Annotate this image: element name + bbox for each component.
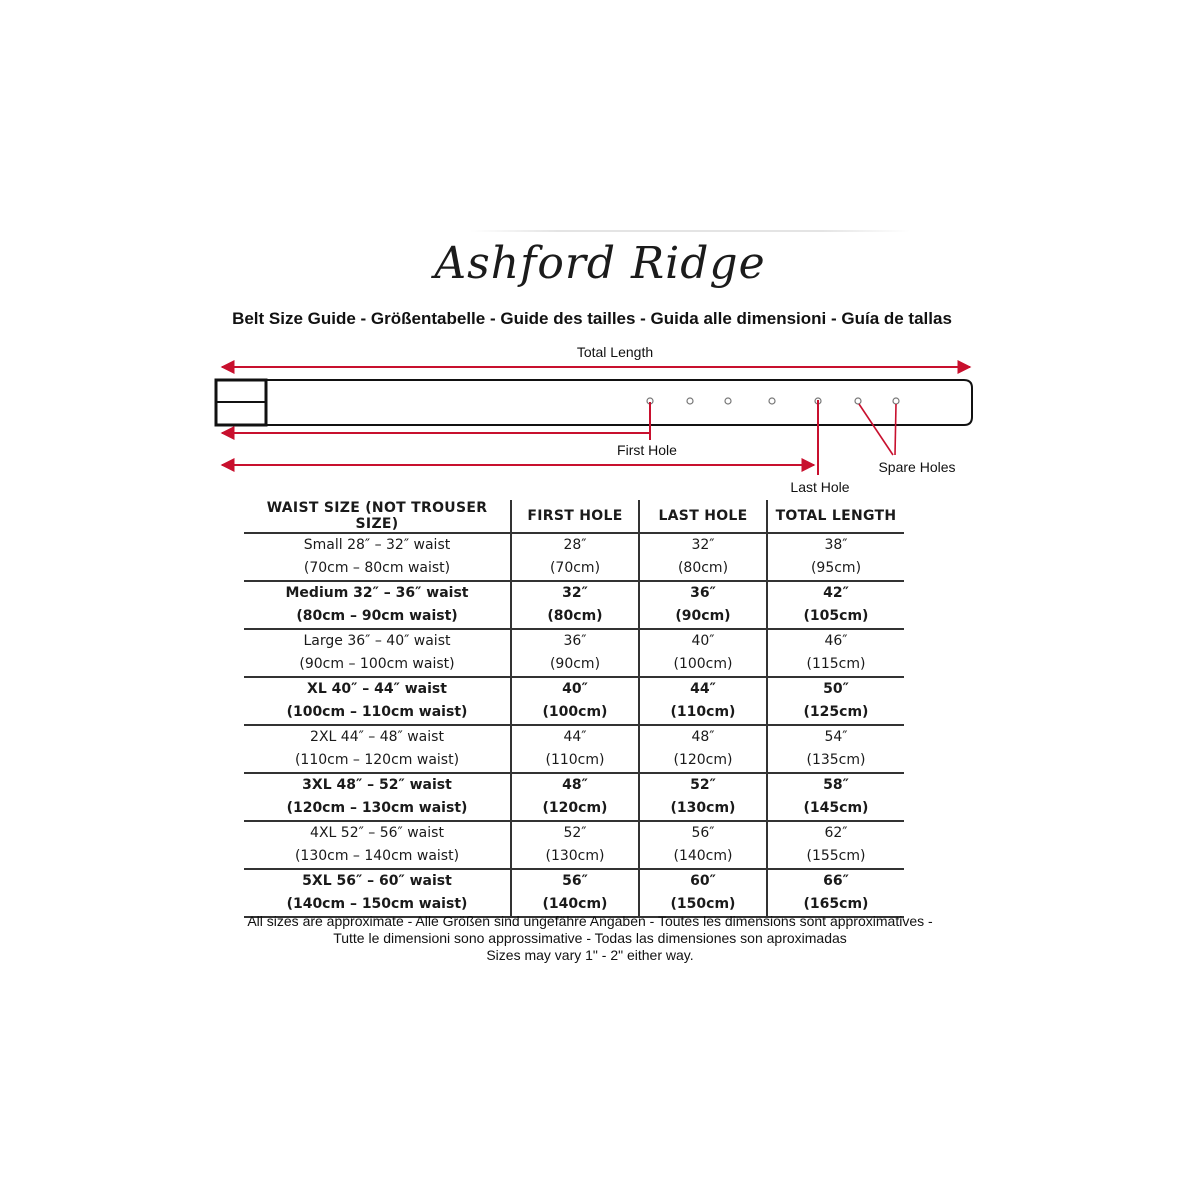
header-last-hole: LAST HOLE (639, 500, 767, 533)
table-row (244, 581, 904, 629)
table-row (244, 869, 904, 917)
first-hole-cell (511, 581, 639, 629)
total-length-cell (767, 581, 904, 629)
total-length-cm: (125cm) (803, 704, 869, 720)
waist-size-inches: 5XL 56″ – 60″ waist (302, 873, 452, 889)
last-hole-inches: 40″ (691, 633, 715, 649)
first-hole-inches: 52″ (563, 825, 587, 841)
last-hole-cm: (80cm) (677, 560, 729, 576)
spare-holes-label: Spare Holes (878, 459, 956, 475)
waist-size-cm: (130cm – 140cm waist) (294, 848, 460, 864)
footnote-line: Sizes may vary 1" - 2" either way. (486, 947, 694, 963)
last-hole-cell (639, 821, 767, 869)
waist-size-cell (244, 581, 511, 629)
header-total-length: TOTAL LENGTH (767, 500, 904, 533)
last-hole-cm: (100cm) (673, 656, 733, 672)
total-length-cm: (135cm) (806, 752, 866, 768)
last-hole-inches: 36″ (690, 585, 716, 601)
waist-size-cell (244, 725, 511, 773)
last-hole-cm: (130cm) (670, 800, 736, 816)
last-hole-cell (639, 533, 767, 581)
first-hole-cm: (90cm) (549, 656, 601, 672)
last-hole-cm: (140cm) (673, 848, 733, 864)
footnote-line: All sizes are approximate - Alle Größen sind ungefähre Angaben - Toutes les dimensions sont approximatives - (247, 913, 933, 929)
brand-logo: Ashford Ridge (434, 238, 766, 289)
first-hole-inches: 32″ (562, 585, 588, 601)
first-hole-inches: 44″ (563, 729, 587, 745)
waist-size-cell (244, 629, 511, 677)
total-length-cell (767, 821, 904, 869)
waist-size-cm: (110cm – 120cm waist) (294, 752, 460, 768)
total-length-inches: 66″ (823, 873, 849, 889)
total-length-inches: 42″ (823, 585, 849, 601)
footnote (0, 913, 1180, 964)
first-hole-cell (511, 533, 639, 581)
page-title: Belt Size Guide - Größentabelle - Guide des tailles - Guida alle dimensioni - Guía de tallas (232, 309, 952, 328)
total-length-inches: 58″ (823, 777, 849, 793)
total-length-cm: (105cm) (803, 608, 869, 624)
waist-size-cell (244, 773, 511, 821)
total-length-cm: (155cm) (806, 848, 866, 864)
waist-size-cm: (140cm – 150cm waist) (286, 896, 468, 912)
waist-size-inches: XL 40″ – 44″ waist (307, 681, 447, 697)
last-hole-cell (639, 725, 767, 773)
first-hole-inches: 36″ (563, 633, 587, 649)
total-length-cell (767, 725, 904, 773)
total-length-cell (767, 629, 904, 677)
first-hole-cell (511, 629, 639, 677)
last-hole-inches: 32″ (691, 537, 715, 553)
last-hole-cm: (90cm) (675, 608, 731, 624)
first-hole-cm: (130cm) (545, 848, 605, 864)
waist-size-cell (244, 821, 511, 869)
table-row (244, 533, 904, 581)
first-hole-cell (511, 821, 639, 869)
total-length-cell (767, 773, 904, 821)
last-hole-inches: 56″ (691, 825, 715, 841)
first-hole-cm: (120cm) (542, 800, 608, 816)
first-hole-cell (511, 869, 639, 917)
waist-size-cell (244, 533, 511, 581)
first-hole-cm: (100cm) (542, 704, 608, 720)
waist-size-inches: Small 28″ – 32″ waist (303, 537, 451, 553)
total-length-label: Total Length (576, 344, 654, 360)
last-hole-cm: (150cm) (670, 896, 736, 912)
total-length-cm: (165cm) (803, 896, 869, 912)
last-hole-inches: 52″ (690, 777, 716, 793)
waist-size-cm: (90cm – 100cm waist) (299, 656, 455, 672)
first-hole-cm: (140cm) (542, 896, 608, 912)
first-hole-cell (511, 773, 639, 821)
header-waist-size: WAIST SIZE (NOT TROUSER SIZE) (244, 500, 511, 533)
total-length-inches: 38″ (824, 537, 848, 553)
table-row (244, 629, 904, 677)
last-hole-label: Last Hole (790, 479, 850, 495)
waist-size-cm: (80cm – 90cm waist) (296, 608, 458, 624)
belt-strap (216, 380, 972, 425)
last-hole-cm: (110cm) (670, 704, 736, 720)
last-hole-cell (639, 773, 767, 821)
total-length-cell (767, 533, 904, 581)
last-hole-cell (639, 581, 767, 629)
last-hole-cell (639, 629, 767, 677)
spare-holes-pointer (895, 404, 896, 455)
waist-size-cm: (120cm – 130cm waist) (286, 800, 468, 816)
table-header-row (244, 500, 904, 533)
waist-size-inches: Large 36″ – 40″ waist (303, 633, 451, 649)
total-length-inches: 50″ (823, 681, 849, 697)
total-length-inches: 62″ (824, 825, 848, 841)
header-first-hole: FIRST HOLE (511, 500, 639, 533)
total-length-cell (767, 677, 904, 725)
total-length-cm: (115cm) (806, 656, 866, 672)
total-length-cell (767, 869, 904, 917)
waist-size-inches: 2XL 44″ – 48″ waist (310, 729, 444, 745)
table-row (244, 677, 904, 725)
table-row (244, 821, 904, 869)
size-table (244, 500, 904, 918)
total-length-inches: 46″ (824, 633, 848, 649)
waist-size-cm: (100cm – 110cm waist) (286, 704, 468, 720)
last-hole-cm: (120cm) (673, 752, 733, 768)
total-length-inches: 54″ (824, 729, 848, 745)
table-row (244, 773, 904, 821)
waist-size-inches: 3XL 48″ – 52″ waist (302, 777, 452, 793)
first-hole-inches: 40″ (562, 681, 588, 697)
footnote-line: Tutte le dimensioni sono approssimative - Todas las dimensiones son aproximadas (333, 930, 847, 946)
last-hole-inches: 44″ (690, 681, 716, 697)
first-hole-label: First Hole (617, 442, 677, 458)
belt-diagram (0, 0, 1200, 500)
first-hole-inches: 48″ (562, 777, 588, 793)
last-hole-inches: 48″ (691, 729, 715, 745)
first-hole-cm: (70cm) (549, 560, 601, 576)
waist-size-cm: (70cm – 80cm waist) (303, 560, 451, 576)
total-length-cm: (145cm) (803, 800, 869, 816)
total-length-cm: (95cm) (810, 560, 862, 576)
waist-size-inches: 4XL 52″ – 56″ waist (310, 825, 444, 841)
first-hole-cm: (80cm) (547, 608, 603, 624)
waist-size-cell (244, 677, 511, 725)
first-hole-cm: (110cm) (545, 752, 605, 768)
waist-size-cell (244, 869, 511, 917)
waist-size-inches: Medium 32″ – 36″ waist (285, 585, 469, 601)
table-row (244, 725, 904, 773)
first-hole-inches: 56″ (562, 873, 588, 889)
last-hole-cell (639, 677, 767, 725)
last-hole-cell (639, 869, 767, 917)
last-hole-inches: 60″ (690, 873, 716, 889)
first-hole-cell (511, 677, 639, 725)
first-hole-inches: 28″ (563, 537, 587, 553)
first-hole-cell (511, 725, 639, 773)
